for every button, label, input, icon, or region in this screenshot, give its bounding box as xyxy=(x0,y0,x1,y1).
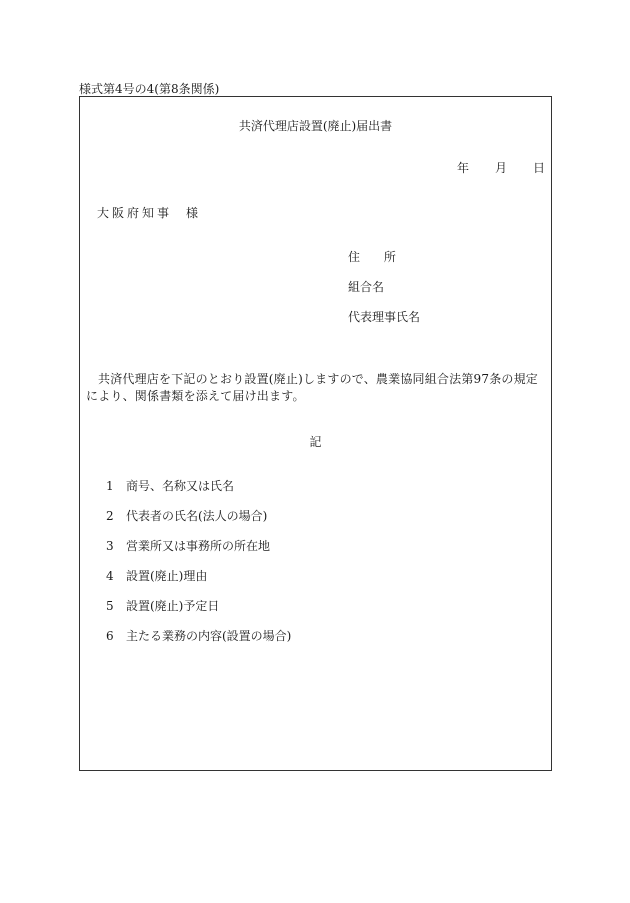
item-number: 3 xyxy=(106,539,114,553)
form-number: 様式第4号の4(第8条関係) xyxy=(79,82,220,96)
item-text: 商号、名称又は氏名 xyxy=(126,479,235,493)
ki-heading: 記 xyxy=(309,435,322,449)
item-number: 1 xyxy=(106,479,114,493)
representative-label: 代表理事氏名 xyxy=(348,310,421,324)
union-name-label: 組合名 xyxy=(348,280,385,294)
item-number: 4 xyxy=(106,569,114,583)
date-year-label: 年 xyxy=(456,161,469,175)
item-text: 代表者の氏名(法人の場合) xyxy=(126,509,268,523)
address-label: 住 所 xyxy=(348,250,406,264)
form-frame xyxy=(79,96,552,771)
list-item xyxy=(106,569,291,599)
item-text: 主たる業務の内容(設置の場合) xyxy=(126,629,292,643)
item-text: 設置(廃止)理由 xyxy=(126,569,208,583)
addressee-name: 大阪府知事 xyxy=(97,206,173,220)
date-day-label: 日 xyxy=(532,161,545,175)
date-line xyxy=(457,159,545,176)
list-item xyxy=(106,629,291,659)
list-item xyxy=(106,539,291,569)
applicant-block xyxy=(348,250,420,340)
addressee xyxy=(97,204,198,221)
addressee-honorific: 様 xyxy=(186,206,199,220)
list-item xyxy=(106,509,291,539)
form-title: 共済代理店設置(廃止)届出書 xyxy=(238,119,393,133)
item-number: 2 xyxy=(106,509,114,523)
item-list xyxy=(106,479,291,659)
item-text: 営業所又は事務所の所在地 xyxy=(126,539,271,553)
list-item xyxy=(106,599,291,629)
body-text: 共済代理店を下記のとおり設置(廃止)しますので、農業協同組合法第97条の規定により、関係書類を添えて届け出ます。 xyxy=(86,372,538,403)
item-number: 6 xyxy=(106,629,114,643)
date-month-label: 月 xyxy=(494,161,507,175)
item-text: 設置(廃止)予定日 xyxy=(126,599,220,613)
list-item xyxy=(106,479,291,509)
item-number: 5 xyxy=(106,599,114,613)
